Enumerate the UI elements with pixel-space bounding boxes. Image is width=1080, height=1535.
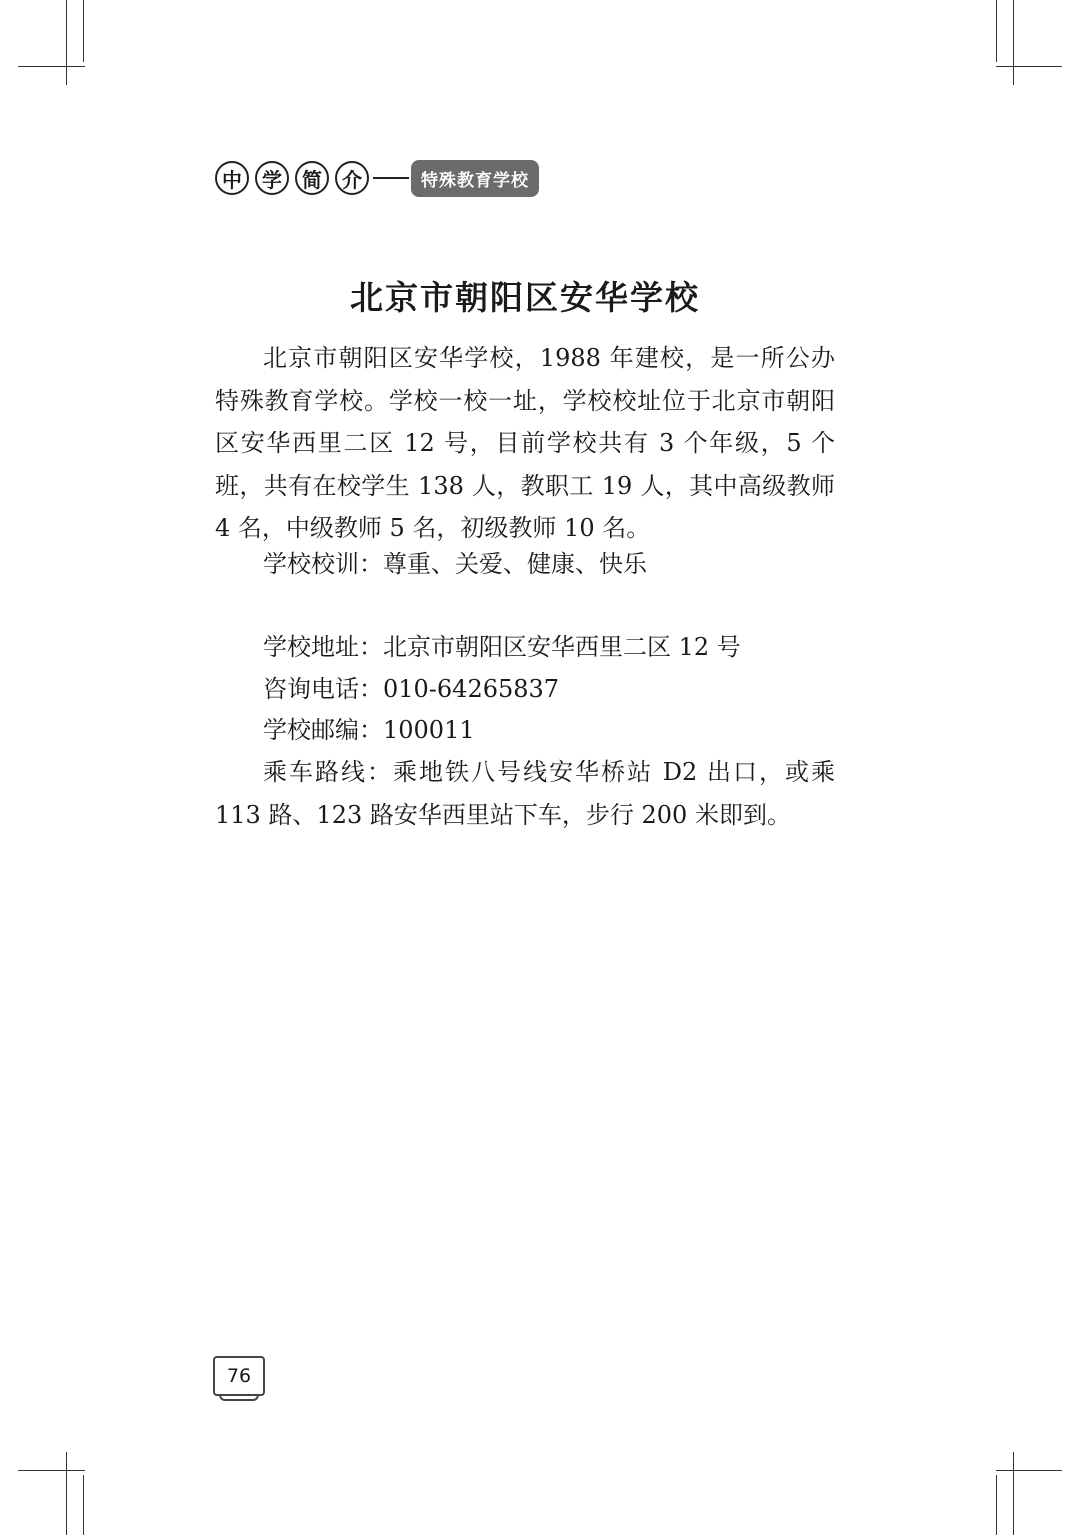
section-header (215, 158, 539, 198)
postcode-line: 学校邮编：100011 (263, 716, 475, 744)
header-char: 介 (335, 161, 369, 195)
crop-mark (66, 0, 67, 85)
header-char: 简 (295, 161, 329, 195)
header-char: 中 (215, 161, 249, 195)
crop-mark (996, 66, 1062, 67)
crop-mark (18, 66, 85, 67)
page-number (213, 1356, 265, 1396)
motto: 学校校训：尊重、关爱、健康、快乐 (263, 550, 647, 578)
category-tag: 特殊教育学校 (411, 160, 539, 197)
crop-mark (1013, 1452, 1014, 1535)
route-paragraph: 乘车路线：乘地铁八号线安华桥站 D2 出口，或乘 113 路、123 路安华西里站下车，步行 200 米即到。 (215, 758, 835, 829)
crop-mark (996, 1475, 997, 1535)
crop-mark (83, 1475, 84, 1535)
crop-mark (996, 1470, 1062, 1471)
page-title: 北京市朝阳区安华学校 (350, 278, 700, 317)
phone-line: 咨询电话：010-64265837 (263, 675, 560, 703)
crop-mark (66, 1452, 67, 1535)
crop-mark (83, 0, 84, 62)
header-connector (373, 177, 409, 179)
address-line: 学校地址：北京市朝阳区安华西里二区 12 号 (263, 633, 741, 661)
header-char: 学 (255, 161, 289, 195)
crop-mark (996, 0, 997, 62)
intro-paragraph: 北京市朝阳区安华学校，1988 年建校，是一所公办特殊教育学校。学校一校一址，学校校址位于北京市朝阳区安华西里二区 12 号，目前学校共有 3 个年级，5 个班，共有在校学生 138 人，教职工 19 人，其中高级教师 4 名，中级教师 5 名，初级教师 10 名。 (215, 344, 835, 542)
crop-mark (18, 1470, 85, 1471)
crop-mark (1013, 0, 1014, 85)
page-number-text: 76 (226, 1365, 252, 1387)
